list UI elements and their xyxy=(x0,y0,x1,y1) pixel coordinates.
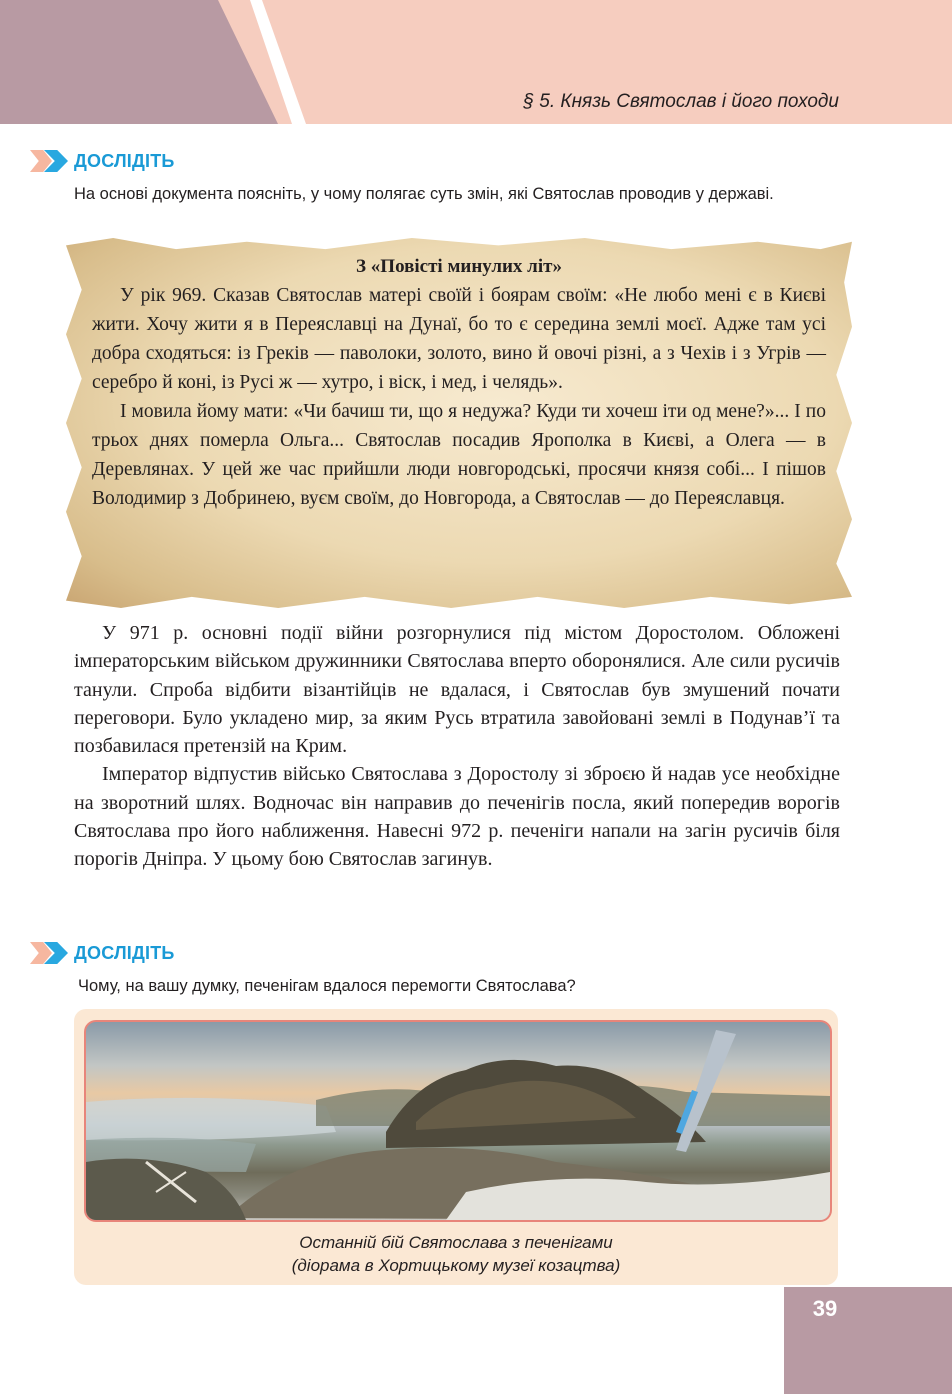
explore-label: ДОСЛІДІТЬ xyxy=(74,942,175,963)
source-title: З «Повісті минулих літ» xyxy=(356,256,562,277)
main-text xyxy=(74,619,840,874)
source-paragraph: І мовила йому мати: «Чи бачиш ти, що я недужа? Куди ти хочеш іти од мене?»... І по трьох днях померла Ольга... Святослав посадив Ярополка в Києві, а Олега — в Деревлянах. У цей же час прийшли люди новгородські, просячи князя собі... І пішов Володимир з Добринею, вуєм своїм, до Новгорода, а Святослав — до Переяславця. xyxy=(92,401,826,509)
explore-task-1: На основі документа поясніть, у чому полягає суть змін, які Святослав проводив у державі. xyxy=(74,185,774,203)
diorama-illustration xyxy=(86,1022,830,1220)
text-paragraph: Імператор відпустив військо Святослава з Доростолу зі зброєю й надав усе необхідне на зворотний шлях. Водночас він направив до печенігів посла, який попередив ворогів Святослава про його наближення. Навесні 972 р. печеніги напали на загін русичів біля порогів Дніпра. У цьому бою Святослав загинув. xyxy=(74,763,840,871)
source-paragraph: У рік 969. Сказав Святослав матері своїй і боярам своїм: «Не любо мені є в Києві жити. Хочу жити я в Переяславці на Дунаї, бо то є середина землі моєї. Адже там усі добра сходяться: із Греків — паволоки, золото, вино й овочі різні, а з Чехів і з Угрів — серебро й коні, із Русі ж — хутро, і віск, і мед, і челядь». xyxy=(92,285,826,393)
caption-line: (діорама в Хортицькому музеї козацтва) xyxy=(291,1256,621,1275)
caption-line: Останній бій Святослава з печенігами xyxy=(299,1233,613,1252)
explore-label: ДОСЛІДІТЬ xyxy=(74,150,175,171)
explore-heading-1 xyxy=(30,149,175,173)
diorama-image xyxy=(84,1020,832,1222)
source-text xyxy=(92,281,826,513)
explore-heading-2 xyxy=(30,941,175,965)
section-title: § 5. Князь Святослав і його походи xyxy=(523,91,839,112)
text-paragraph: У 971 р. основні події війни розгорнулися під містом Доростолом. Обложені імператорським військом дружинники Святослава вперто оборонялися. Але сили русичів танули. Спроба відбити візантійців не вдалася, і Святослав був змушений почати переговори. Було укладено мир, за яким Русь втратила завойовані землі в Подунав’ї та позбавилася претензій на Крим. xyxy=(74,622,840,758)
page-number: 39 xyxy=(812,1296,838,1321)
figure-caption xyxy=(74,1231,838,1277)
explore-task-2: Чому, на вашу думку, печенігам вдалося перемогти Святослава? xyxy=(78,977,576,995)
double-chevron-icon xyxy=(30,150,70,172)
double-chevron-icon xyxy=(30,942,70,964)
